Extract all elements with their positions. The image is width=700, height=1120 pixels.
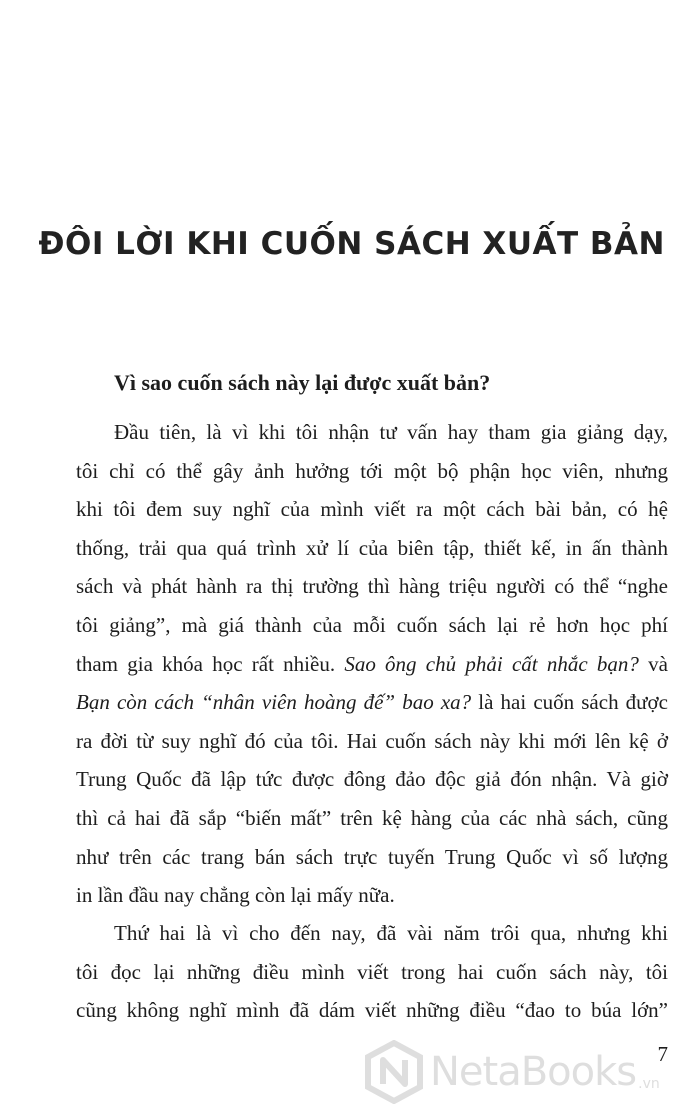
watermark xyxy=(362,1040,660,1104)
text-line: khi tôi đem suy nghĩ của mình viết ra một cách bài bản, có hệ xyxy=(76,497,668,522)
text-span: và xyxy=(638,651,668,676)
paragraph-2 xyxy=(76,914,668,1030)
netabooks-logo-icon xyxy=(362,1040,426,1104)
text-line xyxy=(76,683,668,722)
text-line: thì cả hai đã sắp “biến mất” trên kệ hàng của các nhà sách, cũng xyxy=(76,805,668,830)
text-line: ra đời từ suy nghĩ đó của tôi. Hai cuốn sách này khi mới lên kệ ở xyxy=(76,728,668,753)
text-line: thống, trải qua quá trình xử lí của biên tập, thiết kế, in ấn thành xyxy=(76,535,668,560)
text-line: sách và phát hành ra thị trường thì hàng triệu người có thể “nghe xyxy=(76,574,668,599)
text-line: tôi chỉ có thể gây ảnh hưởng tới một bộ phận học viên, nhưng xyxy=(76,458,668,483)
watermark-text: NetaBooks xyxy=(430,1049,637,1095)
watermark-suffix: .vn xyxy=(638,1076,660,1092)
book-title-italic: Sao ông chủ phải cất nhắc bạn? xyxy=(344,651,639,676)
text-line: Đầu tiên, là vì khi tôi nhận tư vấn hay tham gia giảng dạy, xyxy=(114,420,668,444)
text-line: tôi đọc lại những điều mình viết trong hai cuốn sách này, tôi xyxy=(76,959,668,984)
text-line: cũng không nghĩ mình đã dám viết những điều “đao to búa lớn” xyxy=(76,998,668,1023)
text-line xyxy=(76,645,668,684)
page-number: 7 xyxy=(657,1042,668,1066)
section-heading: Vì sao cuốn sách này lại được xuất bản? xyxy=(114,370,491,395)
text-line: Thứ hai là vì cho đến nay, đã vài năm trôi qua, nhưng khi xyxy=(114,921,668,945)
book-title-italic: Bạn còn cách “nhân viên hoàng đế” bao xa? xyxy=(76,690,472,715)
text-line: tôi giảng”, mà giá thành của mỗi cuốn sách lại rẻ hơn học phí xyxy=(76,612,668,637)
paragraph-1 xyxy=(76,413,668,915)
page-title: ĐÔI LỜI KHI CUỐN SÁCH XUẤT BẢN xyxy=(38,226,665,262)
text-line: in lần đầu nay chẳng còn lại mấy nữa. xyxy=(76,883,395,908)
text-span: là hai cuốn sách được xyxy=(471,690,668,715)
text-line: như trên các trang bán sách trực tuyến Trung Quốc vì số lượng xyxy=(76,844,668,869)
text-span: tham gia khóa học rất nhiều. xyxy=(76,651,345,676)
text-line: Trung Quốc đã lập tức được đông đảo độc giả đón nhận. Và giờ xyxy=(76,767,668,792)
